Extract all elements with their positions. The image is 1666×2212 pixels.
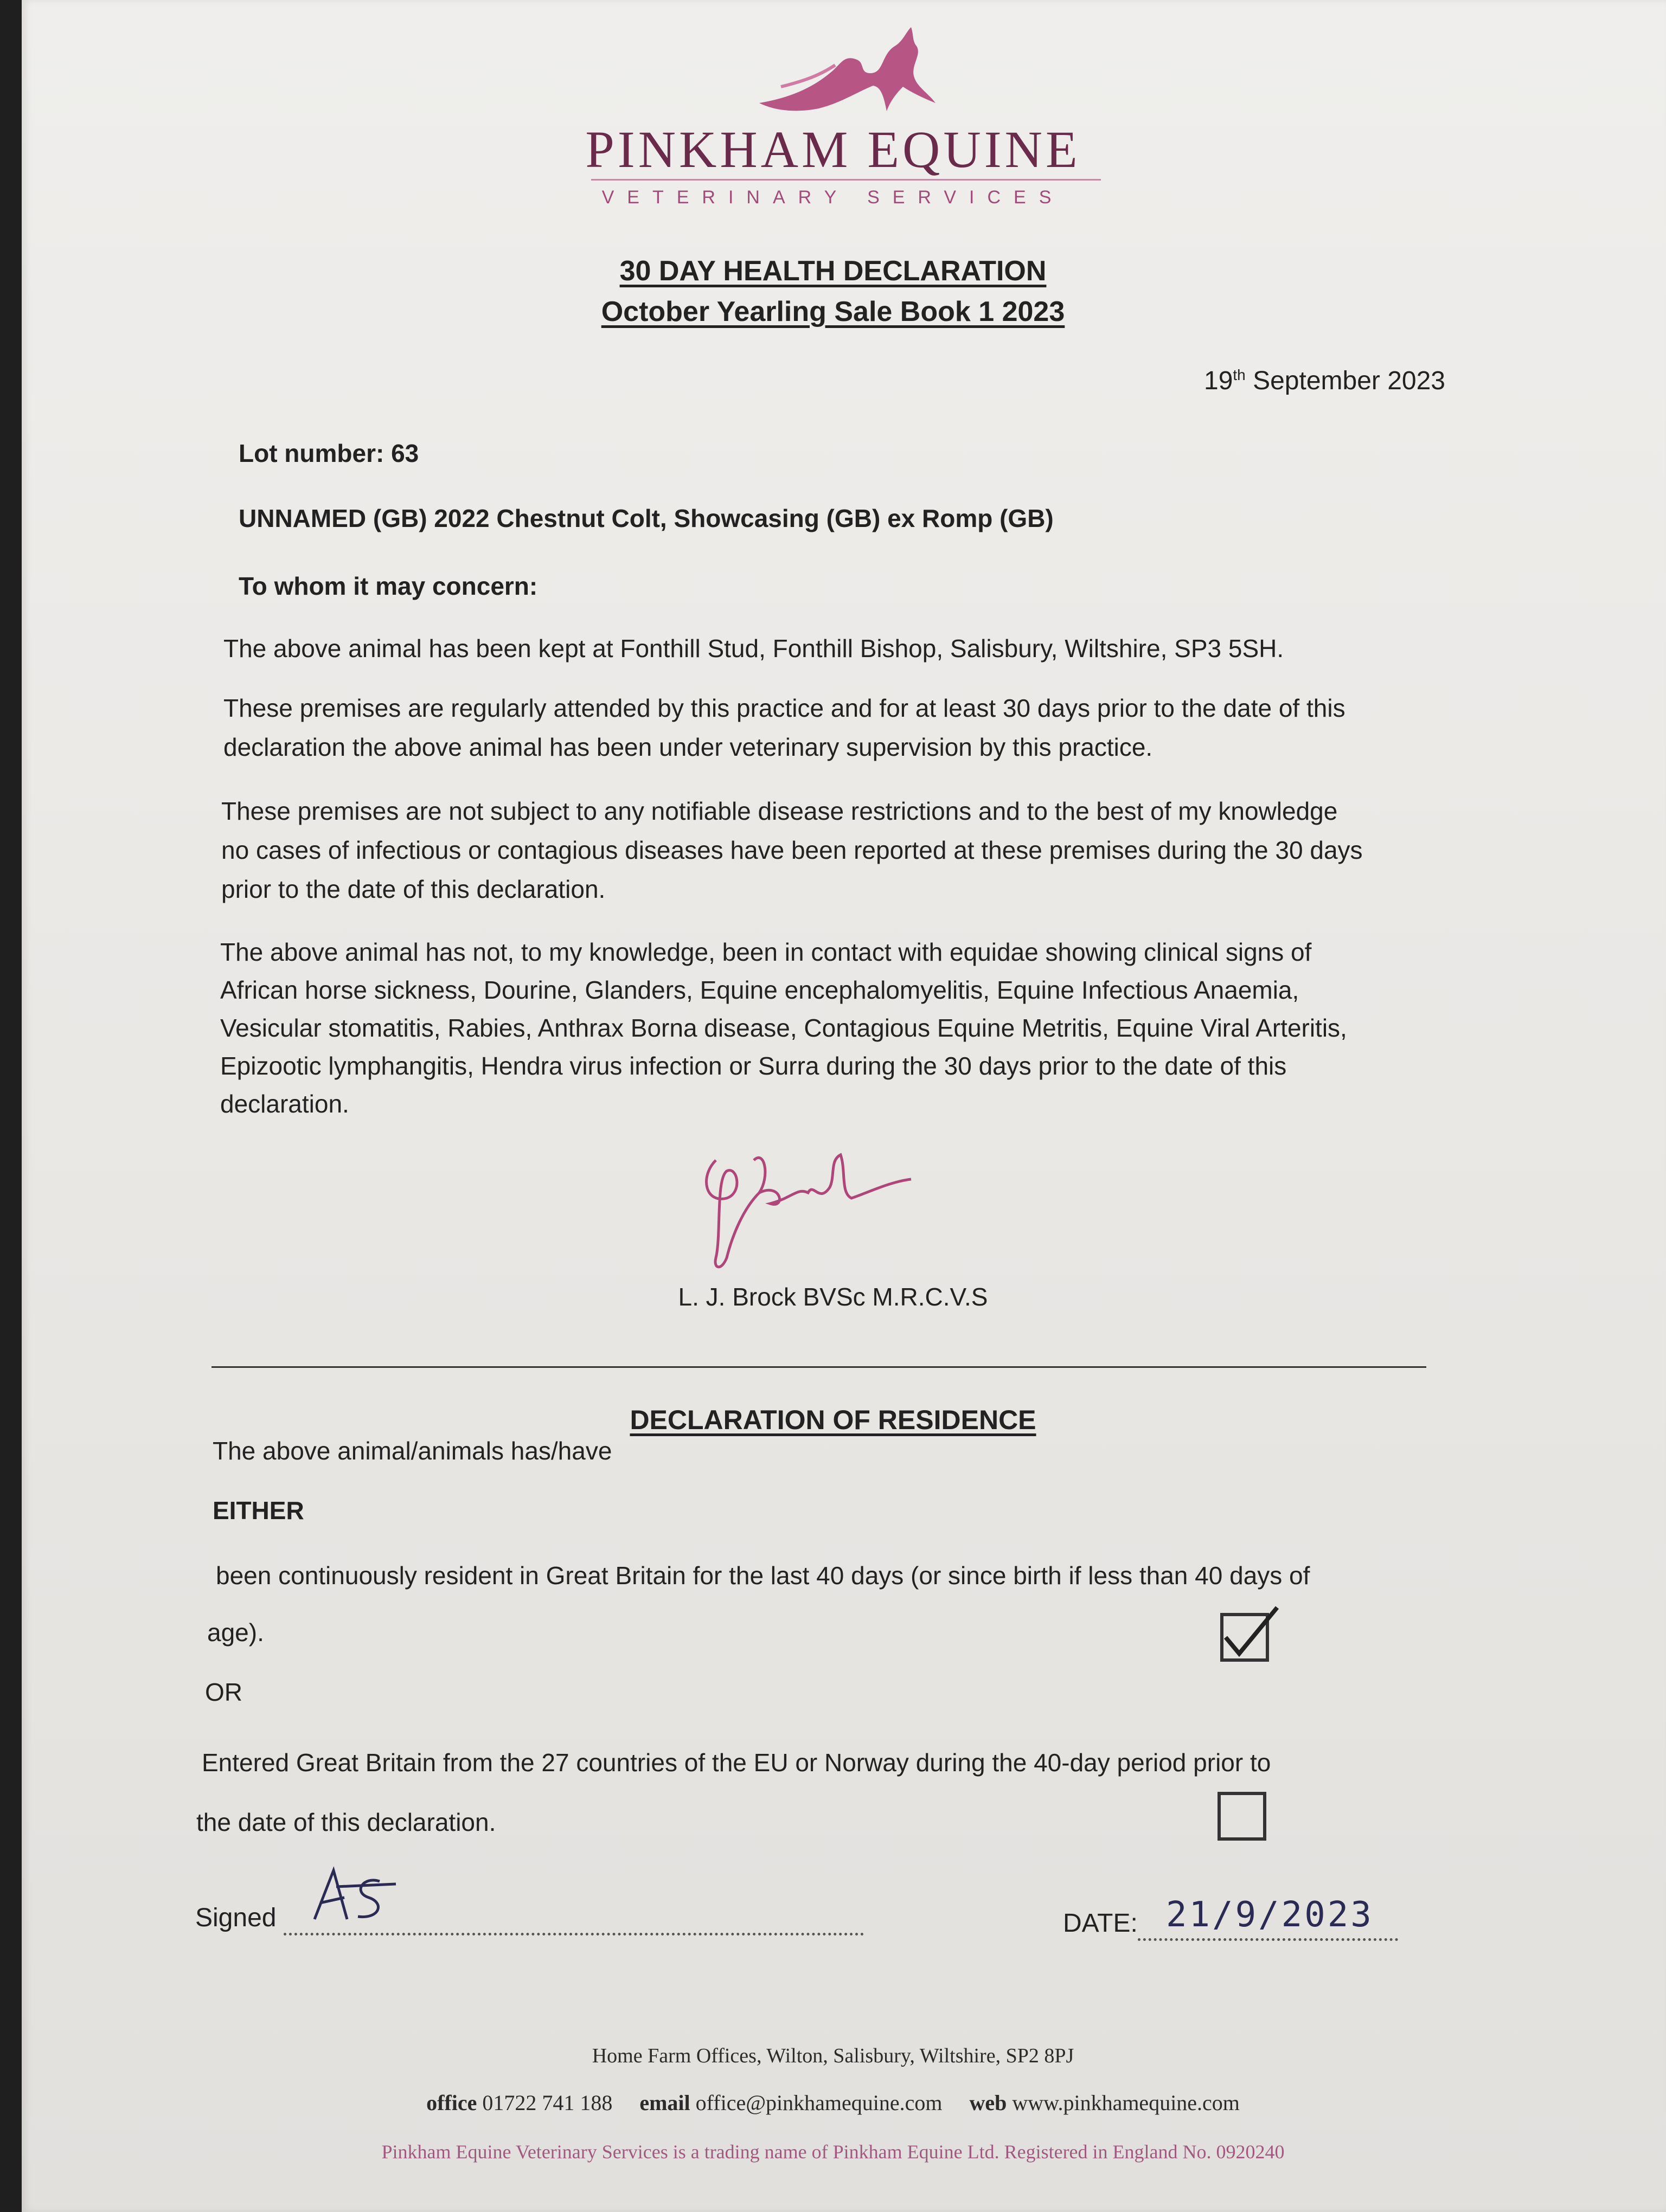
vet-name: L. J. Brock BVSc M.R.C.V.S — [678, 1283, 988, 1311]
paragraph-restrictions-line1: These premises are not subject to any notifiable disease restrictions and to the best of my knowledge — [221, 797, 1338, 825]
horse-description: UNNAMED (GB) 2022 Chestnut Colt, Showcasing (GB) ex Romp (GB) — [239, 504, 1054, 532]
paragraph-premises: The above animal has been kept at Fonthill Stud, Fonthill Bishop, Salisbury, Wiltshire, SP3 5SH. — [223, 634, 1284, 663]
paragraph-diseases-line4: Epizootic lymphangitis, Hendra virus infection or Surra during the 30 days prior to the date of this — [220, 1052, 1287, 1080]
footer-contacts: office 01722 741 188 email office@pinkhamequine.com web www.pinkhamequine.com — [426, 2091, 1240, 2115]
section-divider — [212, 1366, 1426, 1368]
paragraph-restrictions-line3: prior to the date of this declaration. — [221, 875, 606, 903]
issue-date: 19th September 2023 — [1204, 366, 1445, 395]
signed-date: 21/9/2023 — [1166, 1895, 1374, 1935]
horse-logo-icon — [748, 22, 944, 119]
initials-signature — [304, 1865, 401, 1930]
lot-number: Lot number: 63 — [239, 439, 419, 467]
option2-line2: the date of this declaration. — [196, 1808, 496, 1836]
option1-line2: age). — [207, 1618, 264, 1647]
paragraph-diseases-line3: Vesicular stomatitis, Rabies, Anthrax Borna disease, Contagious Equine Metritis, Equine Viral Arteritis, — [220, 1014, 1347, 1042]
brand-underline — [591, 179, 1101, 181]
date-label: DATE: — [1063, 1909, 1138, 1938]
option1-line1: been continuously resident in Great Britain for the last 40 days (or since birth if less than 40 days of — [216, 1561, 1310, 1590]
paragraph-diseases-line2: African horse sickness, Dourine, Glanders, Equine encephalomyelitis, Equine Infectious Anaemia, — [220, 976, 1299, 1004]
document-title: 30 DAY HEALTH DECLARATION — [619, 255, 1047, 287]
option2-checkbox[interactable] — [1218, 1792, 1266, 1841]
option2-line1: Entered Great Britain from the 27 countries of the EU or Norway during the 40-day period prior to — [202, 1748, 1271, 1777]
salutation: To whom it may concern: — [239, 572, 538, 600]
signed-label: Signed — [195, 1904, 277, 1932]
residence-intro: The above animal/animals has/have — [213, 1437, 612, 1465]
paragraph-diseases-line5: declaration. — [220, 1090, 349, 1118]
brand-subtitle: VETERINARY SERVICES — [601, 187, 1065, 208]
checkmark-icon — [1220, 1605, 1280, 1664]
residence-title: DECLARATION OF RESIDENCE — [630, 1405, 1036, 1435]
document-subtitle: October Yearling Sale Book 1 2023 — [601, 296, 1065, 327]
paragraph-restrictions-line2: no cases of infectious or contagious diseases have been reported at these premises during the 30 days — [221, 836, 1363, 864]
signed-field — [195, 1903, 864, 1935]
paragraph-diseases-line1: The above animal has not, to my knowledge, been in contact with equidae showing clinical signs of — [220, 938, 1312, 966]
brand-name: PINKHAM EQUINE — [585, 120, 1081, 178]
residence-or: OR — [205, 1678, 242, 1706]
footer-address: Home Farm Offices, Wilton, Salisbury, Wiltshire, SP2 8PJ — [592, 2044, 1074, 2067]
footer-legal: Pinkham Equine Veterinary Services is a trading name of Pinkham Equine Ltd. Registered in England No. 0920240 — [381, 2141, 1285, 2163]
paragraph-supervision-line1: These premises are regularly attended by this practice and for at least 30 days prior to the date of this — [223, 694, 1345, 722]
paragraph-supervision-line2: declaration the above animal has been under veterinary supervision by this practice. — [223, 733, 1153, 761]
vet-signature — [683, 1128, 933, 1279]
residence-either: EITHER — [213, 1496, 304, 1525]
